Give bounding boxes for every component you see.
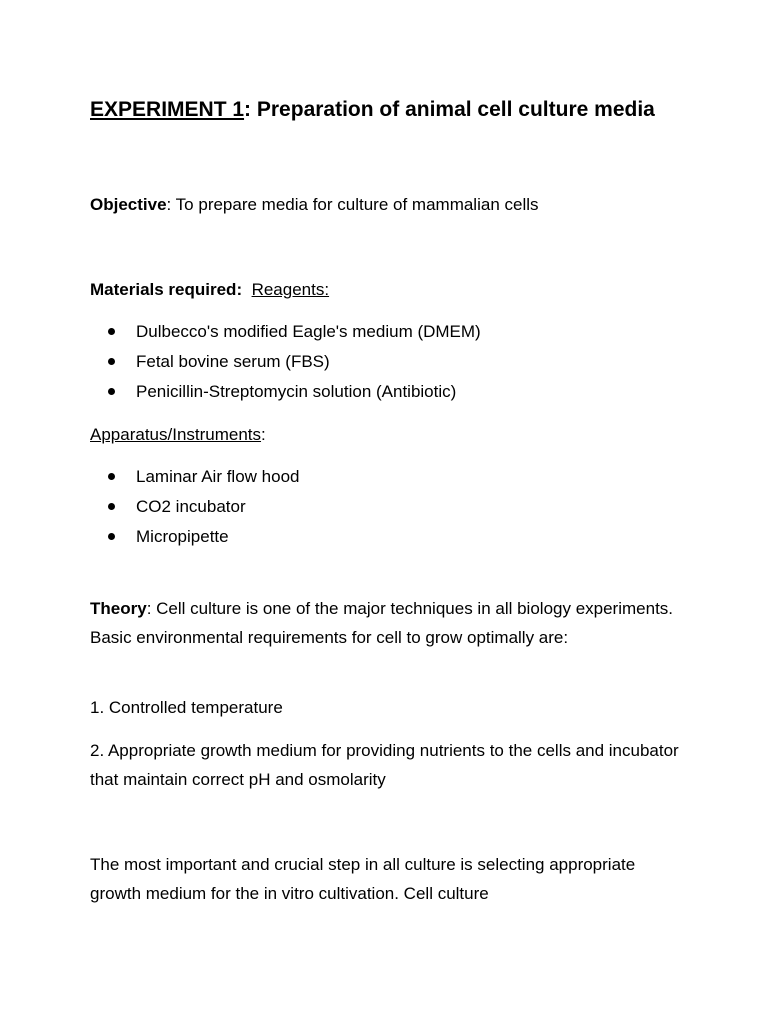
- theory-closing-paragraph: The most important and crucial step in all culture is selecting appropriate growth medium for the in vitro cultivation. Cell culture: [90, 855, 636, 903]
- title-text: Preparation of animal cell culture media: [251, 98, 655, 121]
- reagents-list: [108, 317, 481, 407]
- title-separator: :: [244, 98, 252, 121]
- list-item: Laminar Air flow hood: [108, 462, 299, 492]
- theory-point-2: 2. Appropriate growth medium for providing nutrients to the cells and incubator that maintain correct pH and osmolarity: [90, 741, 679, 789]
- page-title: [90, 94, 655, 126]
- apparatus-suffix: :: [261, 425, 266, 444]
- list-item: Penicillin-Streptomycin solution (Antibiotic): [108, 377, 481, 407]
- theory-text: : Cell culture is one of the major techniques in all biology experiments. Basic environmental requirements for cell to grow optimally are:: [90, 599, 674, 647]
- objective-text: : To prepare media for culture of mammalian cells: [166, 195, 539, 214]
- theory-paragraph: [90, 594, 690, 652]
- list-item: Fetal bovine serum (FBS): [108, 347, 481, 377]
- objective-label: Objective: [90, 195, 167, 214]
- apparatus-list: [108, 462, 299, 552]
- list-item: Dulbecco's modified Eagle's medium (DMEM): [108, 317, 481, 347]
- list-item: CO2 incubator: [108, 492, 299, 522]
- materials-heading: [90, 278, 329, 302]
- apparatus-label: Apparatus/Instruments: [90, 425, 262, 444]
- theory-point-1: 1. Controlled temperature: [90, 698, 283, 717]
- theory-label: Theory: [90, 599, 147, 618]
- experiment-label: EXPERIMENT 1: [90, 98, 245, 121]
- apparatus-heading: [90, 423, 266, 447]
- materials-label: Materials required:: [90, 280, 243, 299]
- list-item: Micropipette: [108, 522, 299, 552]
- reagents-label: Reagents:: [251, 280, 330, 299]
- objective-line: [90, 193, 539, 217]
